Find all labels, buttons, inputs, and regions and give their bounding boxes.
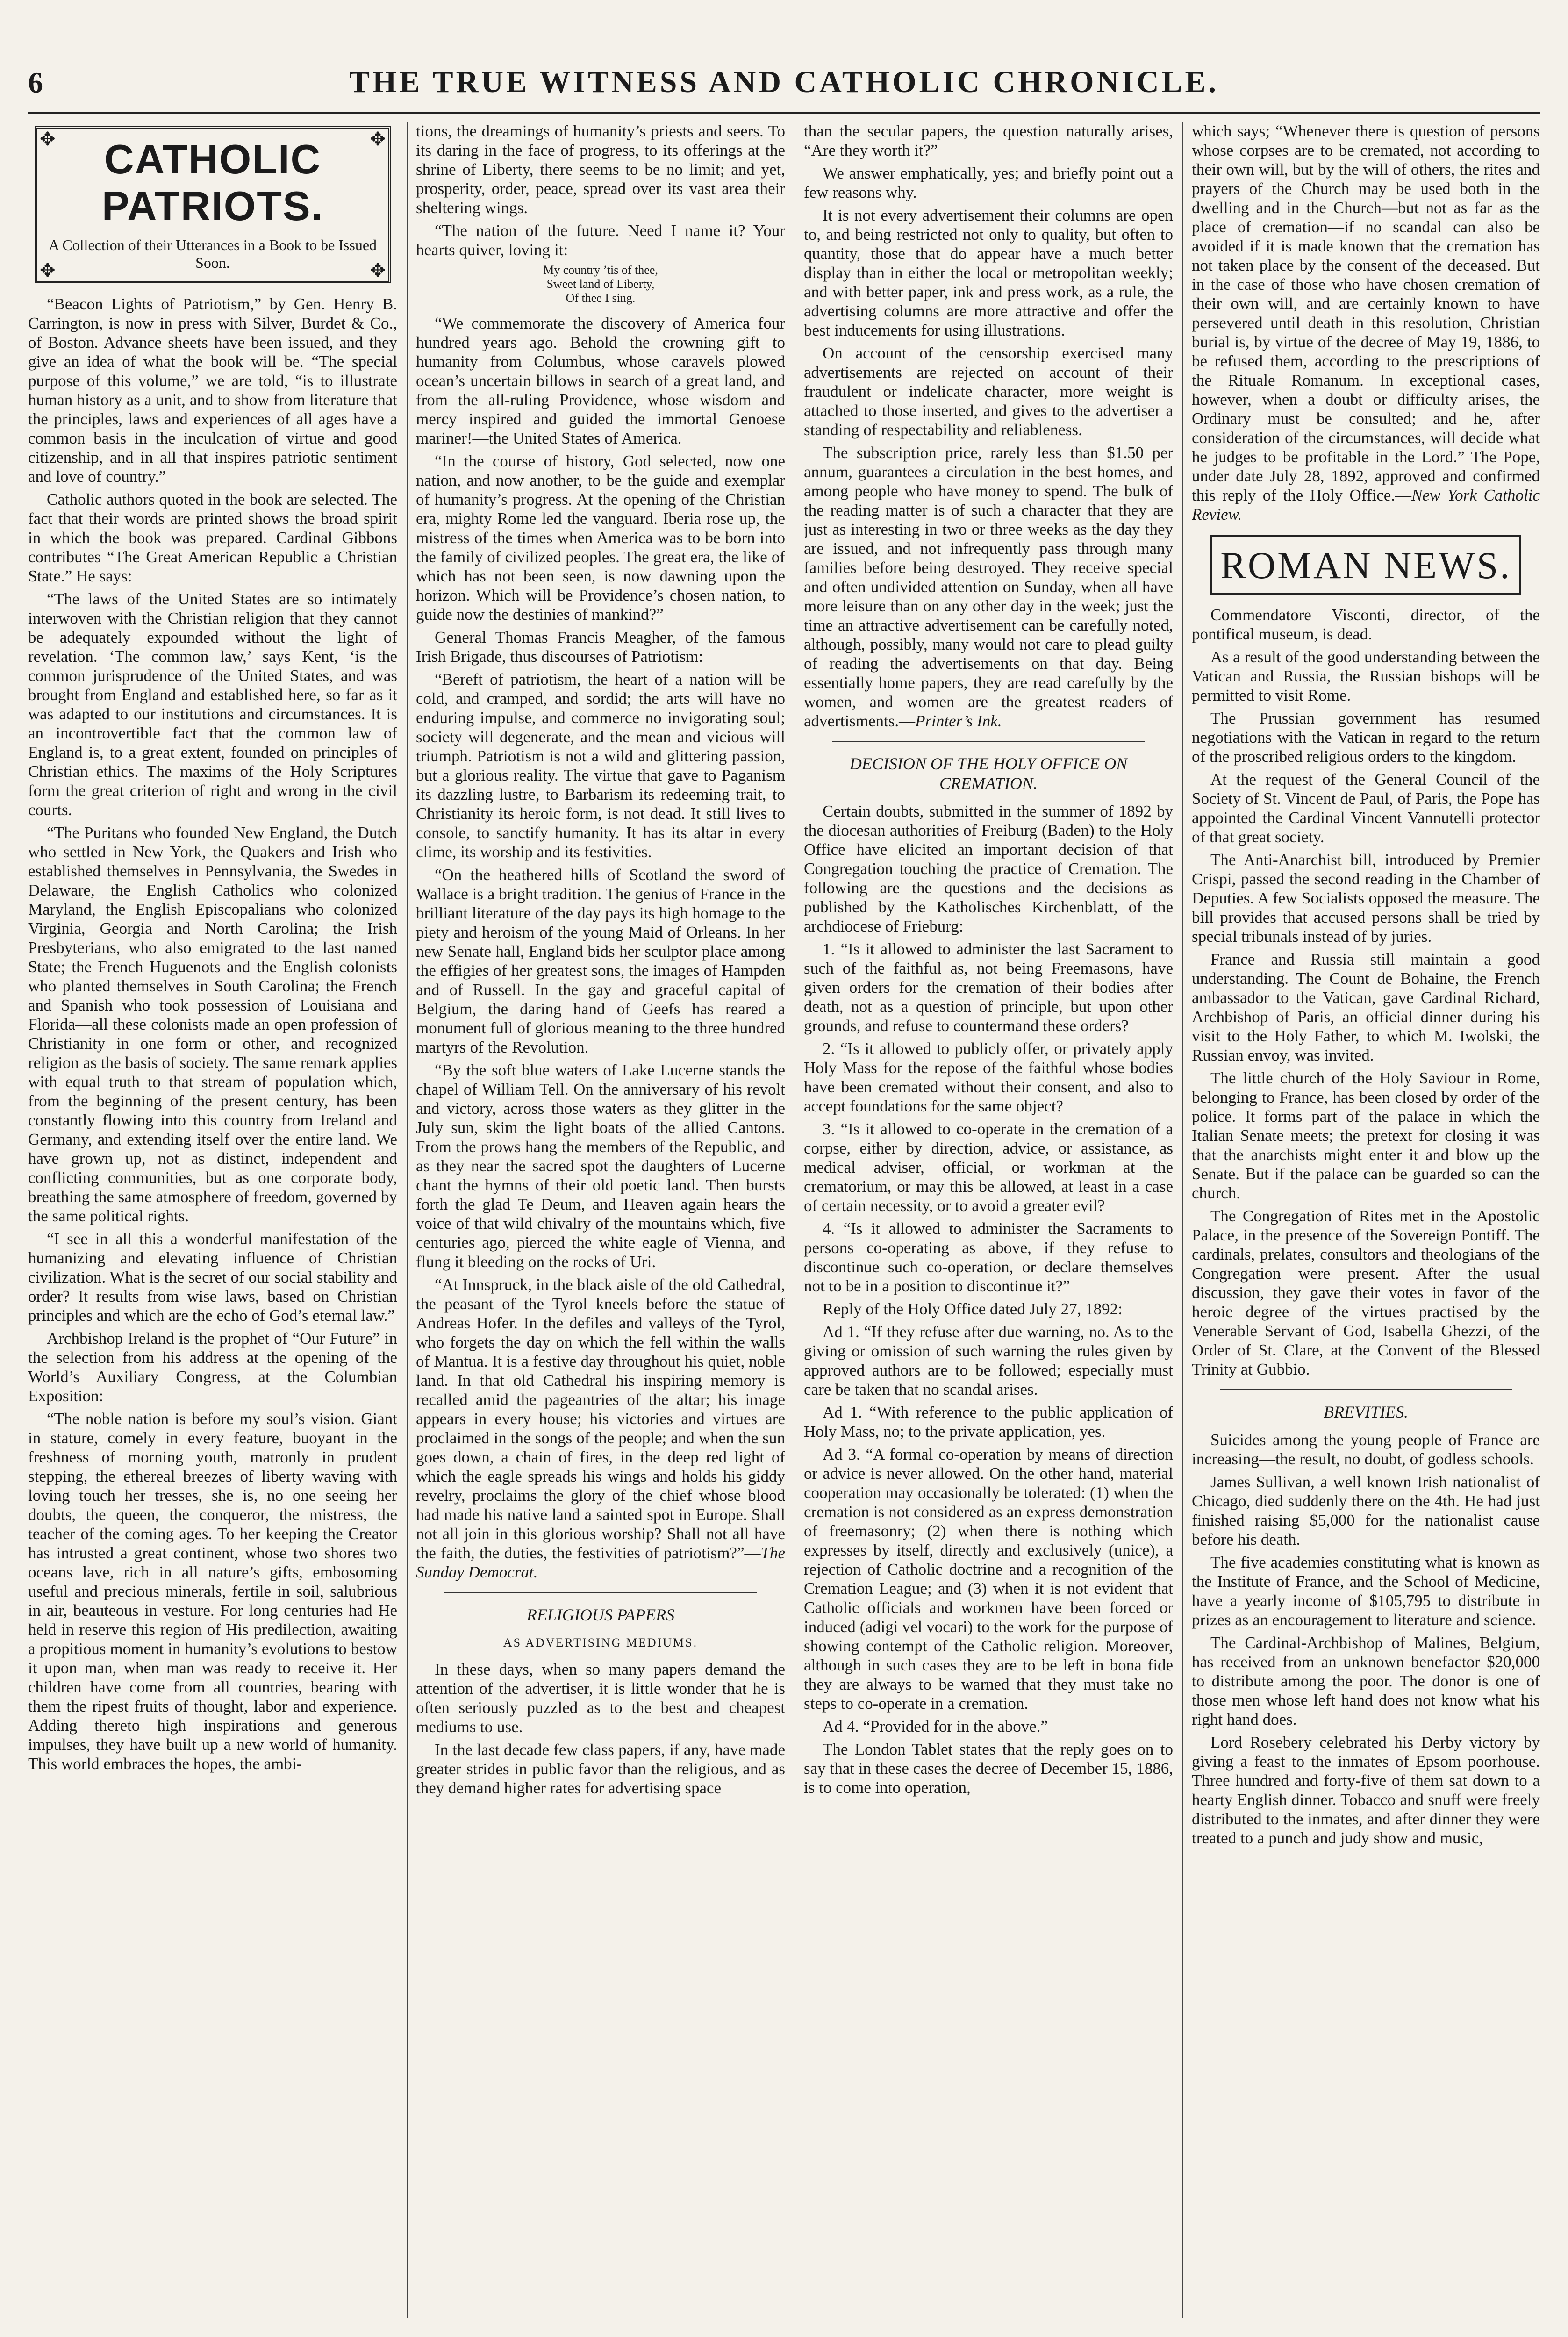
paragraph: “Beacon Lights of Patriotism,” by Gen. Henry B. Carrington, is now in press with Silver, Burdet & Co., of Boston. Advance sheets have been issued, and they give an idea of what the book will be. “The special purpose of this volume,” we are told, “is to illustrate human history as a unit, and to show from literature that the principles, laws and experiences of all ages have a common basis in the inculcation of virtue and good citizenship, and in all that inspires patriotic sentiment and love of country.” — [28, 295, 397, 486]
column-rule — [407, 122, 408, 2318]
ornament-icon: ✥ — [40, 260, 56, 281]
paragraph-text: The subscription price, rarely less than $1.50 per annum, guarantees a circulation in the best homes, and among people who have money to spend. The bulk of the reading matter is of such a character that they are just as interesting in two or three weeks as the day they are issued, and not infrequently pass through many families before being destroyed. They receive special and often undivided attention on Sunday, when all have more leisure than on any other day in the week; just the time an attractive advertisement can be carefully noted, although, possibly, many would not care to plead guilty of reading the advertisements on that day. Being essentially home papers, they are read carefully by the women, and women are the greatest readers of advertisments.— — [804, 444, 1173, 730]
paragraph: “The noble nation is before my soul’s vision. Giant in stature, comely in every feature, buoyant in the freshness of morning youth, matronly in prudent stepping, the ethereal breezes of liberty waving with loving touch her tresses, she is, no one seeing her doubts, the queen, the conqueror, the mistress, the teacher of the coming ages. To her keeping the Creator has intrusted a great continent, whose two shores two oceans lave, rich in all nature’s gifts, embosoming useful and precious minerals, fertile in soil, salubrious in air, beauteous in vesture. For long centuries had He held in reserve this region of His predilection, awaiting a propitious moment in humanity’s evolutions to bestow it upon man, when man was ready to receive it. Her children have come from all countries, bearing with them the ripest fruits of thought, labor and experience. Adding thereto high inspirations and generous impulses, they have built up a new world of humanity. This world embraces the hopes, the ambi- — [28, 1410, 397, 1773]
ornament-icon: ✥ — [40, 129, 56, 150]
paragraph: General Thomas Francis Meagher, of the famous Irish Brigade, thus discourses of Patriotism: — [416, 628, 785, 666]
paragraph: The five academies constituting what is known as the Institute of France, and the School of Medicine, have a yearly income of $105,795 to distribute in prizes as an encouragement to literature and science. — [1192, 1553, 1540, 1629]
paragraph: 3. “Is it allowed to co-operate in the cremation of a corpse, either by direction, advice, or assistance, as medical adviser, official, or workman at the crematorium, or may this be allowed, at least in a case of certain necessity, or to avoid a greater evil? — [804, 1120, 1173, 1215]
roman-news-heading-box — [1210, 535, 1521, 595]
paragraph: “The Puritans who founded New England, the Dutch who settled in New York, the Quakers and Irish who established themselves in Pennsylvania, the Swedes in Delaware, the English Catholics who colonized Maryland, the English Episcopalians who colonized Virginia, Georgia and North Carolina; the Irish Presbyterians, who also emigrated to the last named State; the French Huguenots and the English colonists who planted themselves in South Carolina; the French and Spanish who took possession of Louisiana and Florida—all these colonists made an open profession of Christianity in one form or other, and recognized religion as the basis of society. The same remark applies with equal truth to that stream of population which, from the beginning of the present century, has been constantly flowing into this country from Ireland and Germany, and extending itself over the entire land. We have grown up, not as distinct, independent and conflicting communities, but as one corporate body, breathing the same atmosphere of freedom, governed by the same political rights. — [28, 824, 397, 1225]
section-heading: RELIGIOUS PAPERS — [526, 1606, 675, 1624]
paragraph: The London Tablet states that the reply goes on to say that in these cases the decree of December 15, 1886, is to come into operation, — [804, 1740, 1173, 1797]
paragraph: Ad 3. “A formal co-operation by means of direction or advice is never allowed. On the other hand, material cooperation may occasionally be tolerated: (1) when the cremation is not considered as an express demonstration of freemasonry; (2) when there is nothing which expresses by itself, directly and exclusively (unice), a rejection of Catholic doctrine and a recognition of the Cremation League; and (3) when it is not evident that Catholic officials and workmen have been forced or induced (adigi vel vocari) to the work for the purpose of showing contempt of the Catholic religion. Moreover, although in such cases they are to be left in bona fide they are always to be warned that they must take no steps to co-operate in a cremation. — [804, 1445, 1173, 1713]
headline: ROMAN NEWS. — [1220, 544, 1511, 587]
page-number: 6 — [28, 66, 43, 99]
paragraph: “In the course of history, God selected, now one nation, and now another, to be the guide and exemplar of humanity’s progress. At the opening of the Christian era, mighty Rome led the vanguard. Iberia rose up, the mistress of the times when America was to be born into the family of civilized peoples. The great era, the like of which has not been seen, is now dawning upon the horizon. Which will be Providence’s chosen nation, to guide now the destinies of mankind?” — [416, 452, 785, 624]
paragraph: As a result of the good understanding between the Vatican and Russia, the Russian bishops will be permitted to visit Rome. — [1192, 648, 1540, 704]
paragraph: It is not every advertisement their columns are open to, and being restricted not only to quality, but often to quantity, those that do appear have a much better display than in either the local or metropolitan weekly; and with better paper, ink and press work, as a rule, the advertising columns are more attractive and offer the best inducements for using illustrations. — [804, 206, 1173, 339]
paragraph: “The laws of the United States are so intimately interwoven with the Christian religion that they cannot be adequately expounded without the light of revelation. ‘The common law,’ says Kent, ‘is the common jurisprudence of the United States, and was brought from England and established here, so far as it was adapted to our institutions and circumstances. It is an incontrovertible fact that the common law of England is, to a great extent, founded on principles of Christian ethics. The maxims of the Holy Scriptures form the great criterion of right and wrong in the civil courts. — [28, 590, 397, 819]
paragraph: “By the soft blue waters of Lake Lucerne stands the chapel of William Tell. On the anniversary of his revolt and victory, across those waters as they glitter in the July sun, skim the light boats of the allied Cantons. From the prows hang the members of the Republic, and as they near the sacred spot the daughters of Lucerne chant the hymns of their old poetic land. Then bursts forth the glad Te Deum, and Heaven again hears the voice of that wild chivalry of the mountains which, five centuries ago, pierced the white eagle of Vienna, and flung it bleeding on the rocks of Uri. — [416, 1061, 785, 1271]
headline: CATHOLIC PATRIOTS. — [101, 136, 324, 229]
column-rule — [1182, 122, 1183, 2318]
newspaper-title: THE TRUE WITNESS AND CATHOLIC CHRONICLE. — [349, 65, 1219, 99]
paragraph-text: “At Innspruck, in the black aisle of the old Cathedral, the peasant of the Tyrol kneels before the statue of Andreas Hofer. In the defiles and valleys of the Tyrol, who forgets the day on which the fell within the walls of Mantua. It is a festive day throughout his quiet, noble land. In that old Cathedral his inspiring memory is recalled amid the pageantries of the altar; his image appears in every house; his victories and virtues are proclaimed in the songs of the people; and when the sun goes down, a chain of fires, in the deep red light of which the eagle spreads his wings and holds his giddy revelry, proclaims the glory of the chief whose blood had made his native land a sainted spot in Europe. Shall not all join in this glorious worship? Shall not all have the faith, the duties, the festivities of patriotism?”— — [416, 1276, 785, 1562]
source-attribution: Printer’s Ink. — [915, 712, 1002, 730]
paragraph: 1. “Is it allowed to administer the last Sacrament to such of the faithful as, not being Freemasons, have given orders for the cremation of their bodies after death, not as a question of principle, but upon other grounds, and refuse to countermand these orders? — [804, 940, 1173, 1035]
divider — [832, 741, 1145, 742]
masthead — [28, 56, 1540, 114]
paragraph: “We commemorate the discovery of America four hundred years ago. Behold the crowning gift to humanity from Columbus, whose caravels plowed ocean’s uncertain billows in search of a great land, and from the all-ruling Providence, whose wisdom and mercy inspired and guided the immortal Genoese mariner!—the United States of America. — [416, 314, 785, 447]
paragraph: On account of the censorship exercised many advertisements are rejected on account of their fraudulent or indelicate character, more weight is attached to those inserted, and gives to the advertiser a standing of respectability and reliableness. — [804, 344, 1173, 439]
paragraph — [416, 1275, 785, 1582]
paragraph: James Sullivan, a well known Irish nationalist of Chicago, died suddenly there on the 4th. He had just finished raising $5,000 for the nationalist cause before his death. — [1192, 1473, 1540, 1548]
paragraph: In the last decade few class papers, if any, have made greater strides in public favor than the religious, and as they demand higher rates for advertising space — [416, 1741, 785, 1797]
paragraph: The Cardinal-Archbishop of Malines, Belgium, has received from an unknown benefactor $20,000 to distribute among the poor. The donor is one of those men whose left hand does not know what his right hand does. — [1192, 1634, 1540, 1728]
paragraph: The little church of the Holy Saviour in Rome, belonging to France, has been closed by order of the police. It forms part of the palace in which the Italian Senate meets; the pretext for closing it was that the anarchists might enter it and blow up the Senate. But if the palace can be guarded so can the church. — [1192, 1069, 1540, 1202]
section-heading: DECISION OF THE HOLY OFFICE ON CREMATION. — [849, 754, 1128, 793]
ornament-icon: ✥ — [370, 260, 386, 281]
verse-line: Of thee I sing. — [566, 291, 636, 305]
paragraph: “The nation of the future. Need I name it? Your hearts quiver, loving it: — [416, 222, 785, 259]
paragraph-text: which says; “Whenever there is question of persons whose corpses are to be cremated, not according to their own will, but by the will of others, the rites and prayers of the Church may be used both in the dwelling and in the Church—but not as far as the place of cremation—if no scandal can also be avoided if it is made known that the cremation has not taken place by the consent of the deceased. But in the case of those who have chosen cremation of their own will, and are certainly known to have persevered until death in this resolution, Christian burial is, by virtue of the decree of May 19, 1886, to be refused them, according to the prescriptions of the Rituale Romanum. In exceptional cases, however, when a doubt or difficulty arises, the Ordinary must be consulted; and he, after consideration of the circumstances, will decide what he judges to be profitable in the Lord.” The Pope, under date July 28, 1892, approved and confirmed this reply of the Holy Office.— — [1192, 122, 1540, 504]
paragraph — [804, 443, 1173, 731]
paragraph: Commendatore Visconti, director, of the pontifical museum, is dead. — [1192, 606, 1540, 643]
paragraph: In these days, when so many papers demand the attention of the advertiser, it is little wonder that he is often seriously puzzled as to the best and cheapest mediums to use. — [416, 1660, 785, 1736]
paragraph: At the request of the General Council of the Society of St. Vincent de Paul, of Paris, the Pope has appointed the Cardinal Vincent Vannutelli protector of that great society. — [1192, 770, 1540, 846]
paragraph: 4. “Is it allowed to administer the Sacraments to persons co-operating as above, if they refuse to discontinue such co-operation, or declare themselves not to be in a position to discontinue it?” — [804, 1219, 1173, 1295]
paragraph: Catholic authors quoted in the book are selected. The fact that their words are printed shows the broad spirit in which the book was prepared. Cardinal Gibbons contributes “The Great American Republic a Christian State.” He says: — [28, 490, 397, 585]
paragraph: Reply of the Holy Office dated July 27, 1892: — [823, 1300, 1123, 1318]
paragraph: 2. “Is it allowed to publicly offer, or privately apply Holy Mass for the repose of the faithful whose bodies have been cremated without their consent, and also to accept foundations for the same object? — [804, 1039, 1173, 1115]
paragraph: The Anti-Anarchist bill, introduced by Premier Crispi, passed the second reading in the Chamber of Deputies. A few Socialists opposed the measure. The bill provides that accused persons shall be tried by special tribunals instead of by juries. — [1192, 851, 1540, 946]
ornament-icon: ✥ — [370, 129, 386, 150]
divider — [1220, 1389, 1512, 1390]
paragraph: Archbishop Ireland is the prophet of “Our Future” in the selection from his address at the opening of the World’s Auxiliary Congress, at the Columbian Exposition: — [28, 1329, 397, 1405]
source-attribution: New York Catholic Review. — [1192, 486, 1540, 523]
column-4 — [1192, 122, 1540, 2318]
paragraph: Ad 1. “With reference to the public application of Holy Mass, no; to the private application, yes. — [804, 1403, 1173, 1441]
source-attribution: The Sunday Democrat. — [416, 1544, 785, 1581]
section-heading: BREVITIES. — [1324, 1403, 1408, 1421]
subheadline: A Collection of their Utterances in a Book to be Issued Soon. — [48, 237, 377, 271]
article-columns — [28, 122, 1540, 2318]
paragraph: The Prussian government has resumed negotiations with the Vatican in regard to the return of the proscribed religious orders to the kingdom. — [1192, 709, 1540, 766]
paragraph: “On the heathered hills of Scotland the sword of Wallace is a bright tradition. The genius of France in the brilliant literature of the day pays its high homage to the piety and heroism of the young Maid of Orleans. In her new Senate hall, England bids her sculptor place among the effigies of her greatest sons, the images of Hampden and of Russell. In the gay and graceful capital of Belgium, the daring hand of Geefs has reared a monument full of glorious meaning to the three hundred martyrs of the Revolution. — [416, 866, 785, 1056]
verse-line: My country ’tis of thee, — [543, 263, 658, 277]
paragraph: “Bereft of patriotism, the heart of a nation will be cold, and cramped, and sordid; the arts will have no enduring impulse, and commerce no invigorating soul; society will degenerate, and the mean and vicious will triumph. Patriotism is not a wild and glittering passion, but a glorious reality. The virtue that gave to Paganism its dazzling lustre, to Barbarism its redeeming trait, to Christianity its heroic form, is not dead. It still lives to console, to sanctify humanity. It has its altar in every clime, its worship and its festivities. — [416, 670, 785, 861]
column-3 — [804, 122, 1173, 2318]
paragraph: France and Russia still maintain a good understanding. The Count de Bohaine, the French ambassador to the Vatican, gave Cardinal Richard, Archbishop of Paris, an official dinner during his visit to the Holy Father, to which M. Iwolski, the Russian envoy, was invited. — [1192, 950, 1540, 1064]
paragraph: “I see in all this a wonderful manifestation of the humanizing and elevating influence of Christian civilization. What is the secret of our social stability and order? It results from wise laws, based on Christian principles and which are the echo of God’s eternal law.” — [28, 1230, 397, 1325]
divider — [444, 1592, 757, 1593]
verse-line: Sweet land of Liberty, — [546, 277, 655, 291]
paragraph: Lord Rosebery celebrated his Derby victory by giving a feast to the inmates of Epsom poorhouse. Three hundred and forty-five of them sat down to a hearty English dinner. Tobacco and snuff were freely distributed to the inmates, and after dinner they were treated to a punch and judy show and music, — [1192, 1733, 1540, 1847]
paragraph: tions, the dreamings of humanity’s priests and seers. To its daring in the face of progress, to its offerings at the shrine of Liberty, there seems to be no limit; and yet, prosperity, order, peace, spread over its vast area their sheltering wings. — [416, 122, 785, 217]
paragraph: Ad 4. “Provided for in the above.” — [823, 1717, 1048, 1735]
paragraph: The Congregation of Rites met in the Apostolic Palace, in the presence of the Sovereign Pontiff. The cardinals, prelates, consultors and theologians of the Congregation were present. After the usual discussion, they gave their votes in favor of the heroic degree of the virtues practised by the Venerable Servant of God, Isabella Ghezzi, of the Order of St. Clare, at the Convent of the Blessed Trinity at Gubbio. — [1192, 1207, 1540, 1378]
paragraph: Ad 1. “If they refuse after due warning, no. As to the giving or omission of such warning the rules given by approved authors are to be followed; especially must care be taken that no scandal arises. — [804, 1323, 1173, 1398]
paragraph: We answer emphatically, yes; and briefly point out a few reasons why. — [804, 164, 1173, 201]
paragraph — [1192, 122, 1540, 524]
catholic-patriots-heading-box — [35, 126, 391, 283]
verse — [416, 263, 785, 305]
column-1 — [28, 122, 397, 2318]
column-2 — [416, 122, 785, 2318]
paragraph: Certain doubts, submitted in the summer of 1892 by the diocesan authorities of Freiburg (Baden) to the Holy Office have elicited an important decision of that Congregation touching the practice of Cremation. The following are the questions and the decisions as published by the Katholisches Kirchenblatt, of the archdiocese of Frieburg: — [804, 802, 1173, 935]
section-subheading: AS ADVERTISING MEDIUMS. — [503, 1636, 698, 1649]
paragraph: than the secular papers, the question naturally arises, “Are they worth it?” — [804, 122, 1173, 159]
paragraph: Suicides among the young people of France are increasing—the result, no doubt, of godless schools. — [1192, 1431, 1540, 1468]
